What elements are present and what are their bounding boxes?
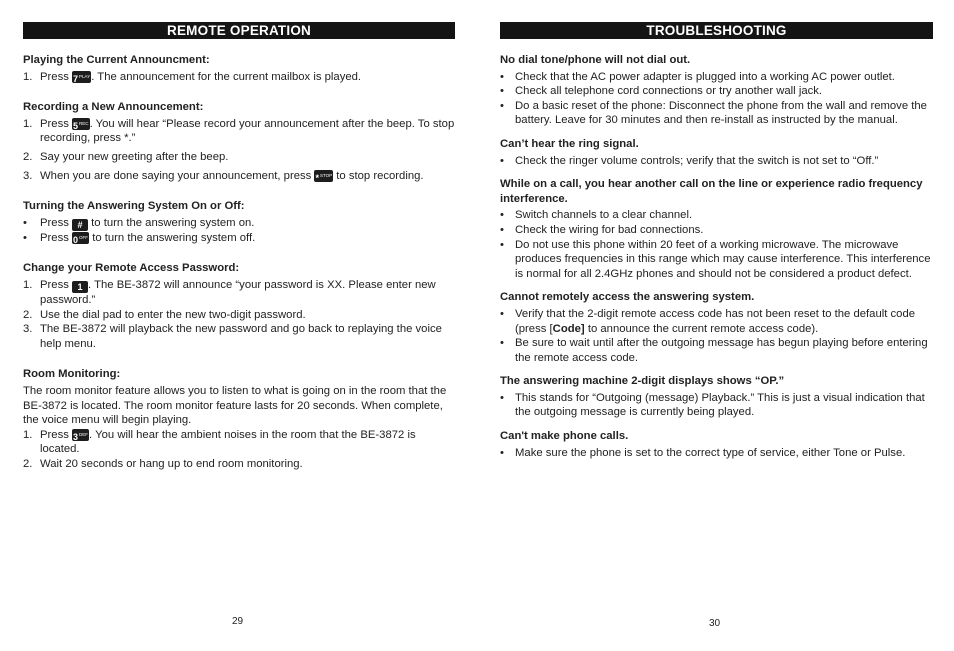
heading-ring: Can’t hear the ring signal. [500, 137, 639, 150]
list-item: • This stands for “Outgoing (message) Playback.” This is just a visual indication that the outgoing message is currently being played. [500, 391, 925, 419]
list-item: 3. The BE-3872 will playback the new password and go back to replaying the voice help menu. [23, 323, 442, 350]
list-item: 1. Press 1 . The BE-3872 will announce “your password is XX. Please enter new password.” [23, 278, 436, 306]
heading-password: Change your Remote Access Password: [23, 262, 240, 275]
list-item: 1. Press $5^{REC}$. You will hear “Please record your announcement after the beep. To stop recording, press *.” [23, 117, 455, 145]
list-item: • Verify that the 2-digit remote access code has not been reset to the default code (press [Code] to announce the current remote access code). [500, 307, 916, 335]
heading-recording: Recording a New Announcement: [23, 101, 204, 114]
list-item: • Press $0^{OFF}$ to turn the answering system off. [23, 231, 256, 245]
key-7-icon: $7^{PLAY}$ [72, 71, 91, 83]
heading-interference: While on a call, you hear another call on the line or experience radio frequency interference. [500, 178, 923, 205]
right-column [500, 22, 933, 460]
section-interference [500, 177, 933, 281]
section-dial [500, 53, 933, 128]
heading-remote-access: Cannot remotely access the answering system. [500, 291, 755, 304]
list-item: 2. Wait 20 seconds or hang up to end room monitoring. [23, 457, 303, 470]
code-key-label: Code] [552, 322, 585, 335]
section-ring [500, 137, 933, 168]
left-column [23, 22, 455, 471]
section-header-troubleshooting: TROUBLESHOOTING [500, 22, 933, 39]
list-item: • Check the ringer volume controls; verify that the switch is not set to “Off.” [500, 154, 879, 167]
list-item: • Press # to turn the answering system on. [23, 216, 255, 230]
section-toggle [23, 199, 455, 245]
section-password [23, 261, 455, 351]
list-item: • Check that the AC power adapter is plugged into a working AC power outlet. [500, 70, 895, 83]
key-1-icon: 1 [72, 281, 88, 293]
list-item: • Do a basic reset of the phone: Disconnect the phone from the wall and remove the battery. Leave for 30 minutes and then re-install as instructed by the manual. [500, 99, 927, 127]
key-star-icon: *$^{STOP}$ [314, 170, 333, 182]
section-phone-calls [500, 429, 933, 460]
list-item: 2. Say your new greeting after the beep. [23, 150, 229, 163]
key-5-icon: $5^{REC}$ [72, 118, 90, 130]
list-item: 1. Press $7^{PLAY}$. The announcement for the current mailbox is played. [23, 70, 362, 84]
list-item: • Be sure to wait until after the outgoing message has begun playing before entering the remote access code. [500, 337, 928, 364]
heading-phone-calls: Can't make phone calls. [500, 430, 629, 443]
heading-op-display: The answering machine 2-digit displays shows “OP.” [500, 375, 785, 388]
heading-dial: No dial tone/phone will not dial out. [500, 54, 691, 66]
list-item: 3. When you are done saying your announcement, press *$^{STOP}$ to stop recording. [23, 169, 424, 183]
list-item: • Check the wiring for bad connections. [500, 223, 704, 236]
list-item: • Make sure the phone is set to the correct type of service, either Tone or Pulse. [500, 446, 906, 459]
section-op-display [500, 374, 933, 420]
list-item: • Check all telephone cord connections or try another wall jack. [500, 85, 823, 98]
key-0-icon: $0^{OFF}$ [72, 232, 89, 244]
list-item: 1. Press $3^{DEF}$. You will hear the ambient noises in the room that the BE-3872 is located. [23, 428, 416, 456]
section-remote-access [500, 290, 933, 365]
section-playing [23, 53, 455, 84]
heading-playing: Playing the Current Announcment: [23, 54, 210, 66]
heading-room-monitoring: Room Monitoring: [23, 368, 121, 381]
page-number-left: 29 [232, 616, 244, 627]
section-header-remote-operation: REMOTE OPERATION [23, 22, 455, 39]
page-number-right: 30 [709, 618, 721, 629]
room-intro: The room monitor feature allows you to listen to what is going on in the room that the BE-3872 is located. The room monitor feature lasts for 20 seconds. When complete, the voice menu will begin playing. [23, 384, 447, 427]
key-3-icon: $3^{DEF}$ [72, 429, 89, 441]
heading-toggle: Turning the Answering System On or Off: [23, 200, 245, 213]
section-recording [23, 100, 455, 183]
section-room-monitoring [23, 367, 455, 471]
key-pound-icon: # [72, 219, 88, 231]
list-item: • Do not use this phone within 20 feet of a working microwave. The microwave produces frequencies in this range which may cause interference. This interference is normal for all 2.4GHz phones and should not be considered a product defect. [500, 238, 931, 280]
list-item: • Switch channels to a clear channel. [500, 209, 693, 222]
list-item: 2. Use the dial pad to enter the new two-digit password. [23, 308, 306, 321]
